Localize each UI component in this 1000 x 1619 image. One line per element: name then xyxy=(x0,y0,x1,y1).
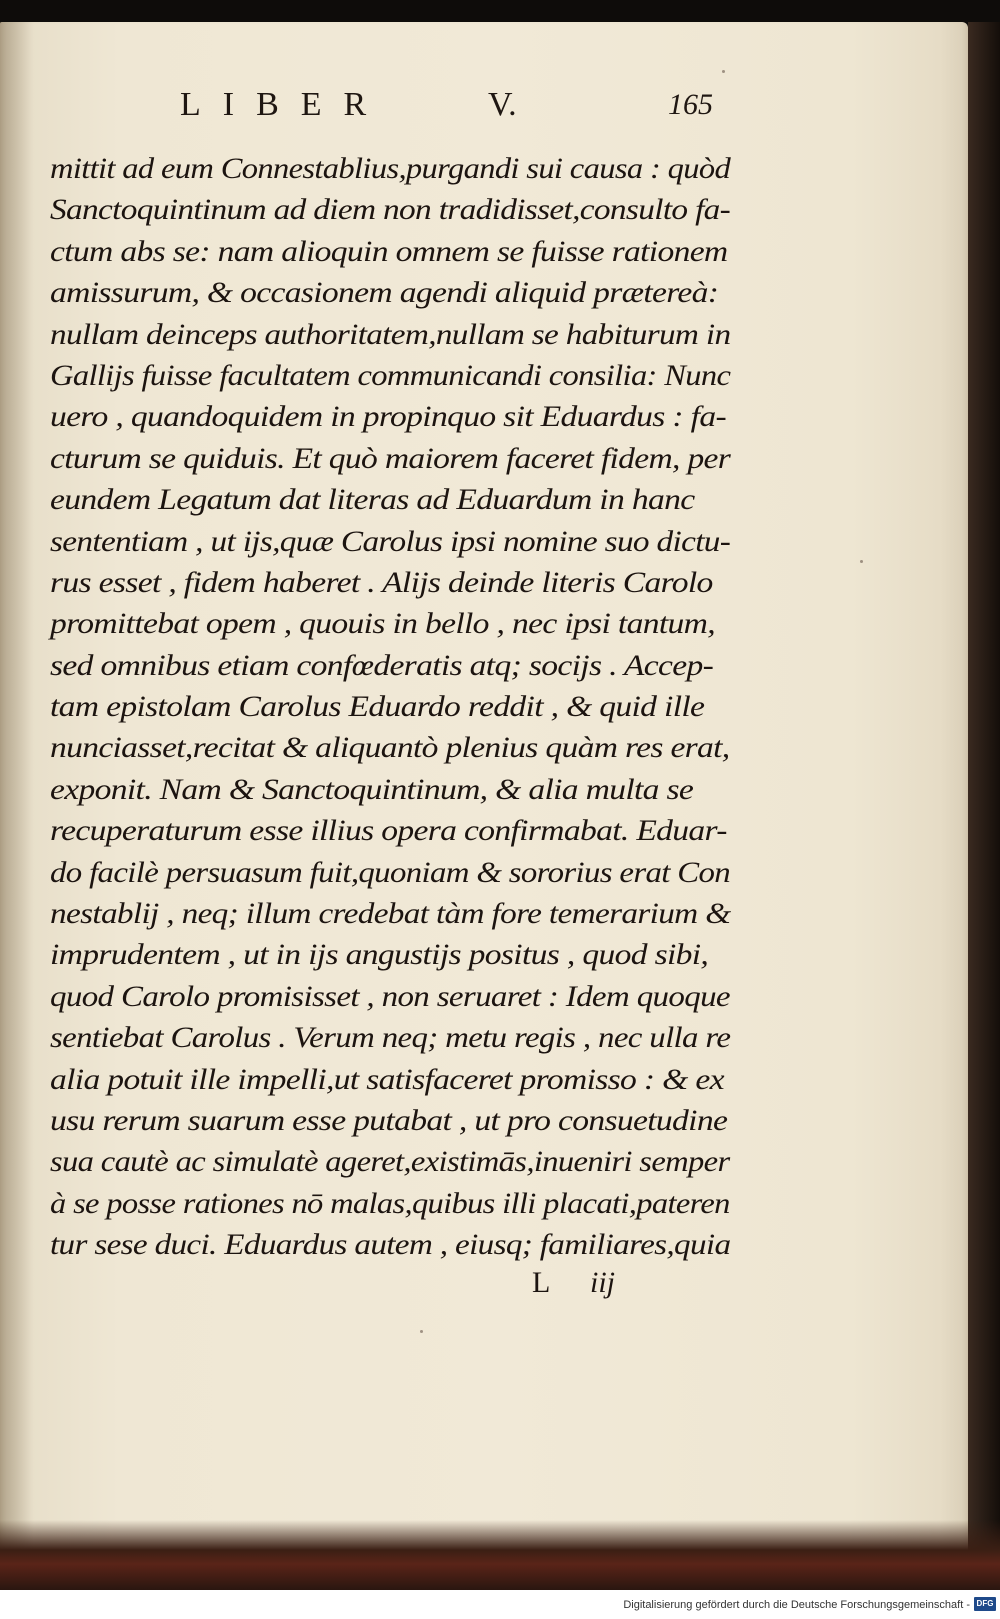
dfg-logo-icon: DFG xyxy=(974,1597,996,1611)
text-line: do facilè persuasum fuit,quoniam & sororius erat Con xyxy=(50,855,731,889)
signature-letter: L xyxy=(532,1266,551,1299)
text-line: Sanctoquintinum ad diem non tradidisset,consulto fa- xyxy=(50,193,731,227)
running-head-title: LIBER xyxy=(180,86,389,123)
running-head-book: V. xyxy=(488,86,517,123)
text-line: nestablij , neq; illum credebat tàm fore temerarium & xyxy=(50,897,731,931)
text-line: ctum abs se: nam alioquin omnem se fuisse rationem xyxy=(50,234,728,268)
text-line: mittit ad eum Connestablius,purgandi sui causa : quòd xyxy=(50,152,731,185)
text-line: promittebat opem , quouis in bello , nec ipsi tantum, xyxy=(50,607,715,641)
text-line: sententiam , ut ijs,quæ Carolus ipsi nomine suo dictu- xyxy=(50,524,731,558)
text-line: imprudentem , ut in ijs angustijs positus , quod sibi, xyxy=(50,938,709,972)
funding-credit: Digitalisierung gefördert durch die Deutsche Forschungsgemeinschaft - xyxy=(623,1599,970,1611)
text-line: amissurum, & occasionem agendi aliquid prætereà: xyxy=(50,276,719,310)
text-line: cturum se quiduis. Et quò maiorem faceret fidem, per xyxy=(50,441,731,475)
text-line: tam epistolam Carolus Eduardo reddit , & quid ille xyxy=(50,690,705,724)
text-line: Gallijs fuisse facultatem communicandi consilia: Nunc xyxy=(50,358,731,392)
running-head xyxy=(180,86,740,134)
paper-speck xyxy=(420,1330,423,1333)
page-edge-bottom xyxy=(0,1520,1000,1590)
text-line: sua cautè ac simulatè ageret,existimās,inueniri semper xyxy=(50,1145,730,1179)
gutter-shadow xyxy=(0,22,34,1568)
page-edge-right xyxy=(968,22,1000,1568)
text-line: recuperaturum esse illius opera confirmabat. Eduar- xyxy=(50,814,727,848)
text-line: nullam deinceps authoritatem,nullam se habiturum in xyxy=(50,317,731,351)
paper-speck xyxy=(860,560,863,563)
signature-number: iij xyxy=(590,1266,616,1299)
text-line: rus esset , fidem haberet . Alijs deinde literis Carolo xyxy=(50,565,713,599)
text-line: quod Carolo promisisset , non seruaret : Idem quoque xyxy=(50,979,730,1013)
text-line: sed omnibus etiam confœderatis atq; socijs . Accep- xyxy=(50,648,714,682)
text-line: usu rerum suarum esse putabat , ut pro consuetudine xyxy=(50,1103,728,1137)
text-line: nunciasset,recitat & aliquantò plenius quàm res erat, xyxy=(50,731,730,765)
signature-mark xyxy=(532,1266,692,1310)
page-number: 165 xyxy=(668,88,713,121)
text-line: alia potuit ille impelli,ut satisfaceret promisso : & ex xyxy=(50,1062,724,1096)
text-line: exponit. Nam & Sanctoquintinum, & alia multa se xyxy=(50,772,694,806)
text-line: tur sese duci. Eduardus autem , eiusq; familiares,quia xyxy=(50,1228,731,1262)
paper-speck xyxy=(722,70,725,73)
body-text xyxy=(50,148,750,1266)
text-line: eundem Legatum dat literas ad Eduardum in hanc xyxy=(50,483,695,517)
text-line: uero , quandoquidem in propinquo sit Eduardus : fa- xyxy=(50,400,726,434)
text-line: sentiebat Carolus . Verum neq; metu regis , nec ulla re xyxy=(50,1021,731,1055)
text-line: à se posse rationes nō malas,quibus illi placati,pateren xyxy=(50,1186,730,1220)
